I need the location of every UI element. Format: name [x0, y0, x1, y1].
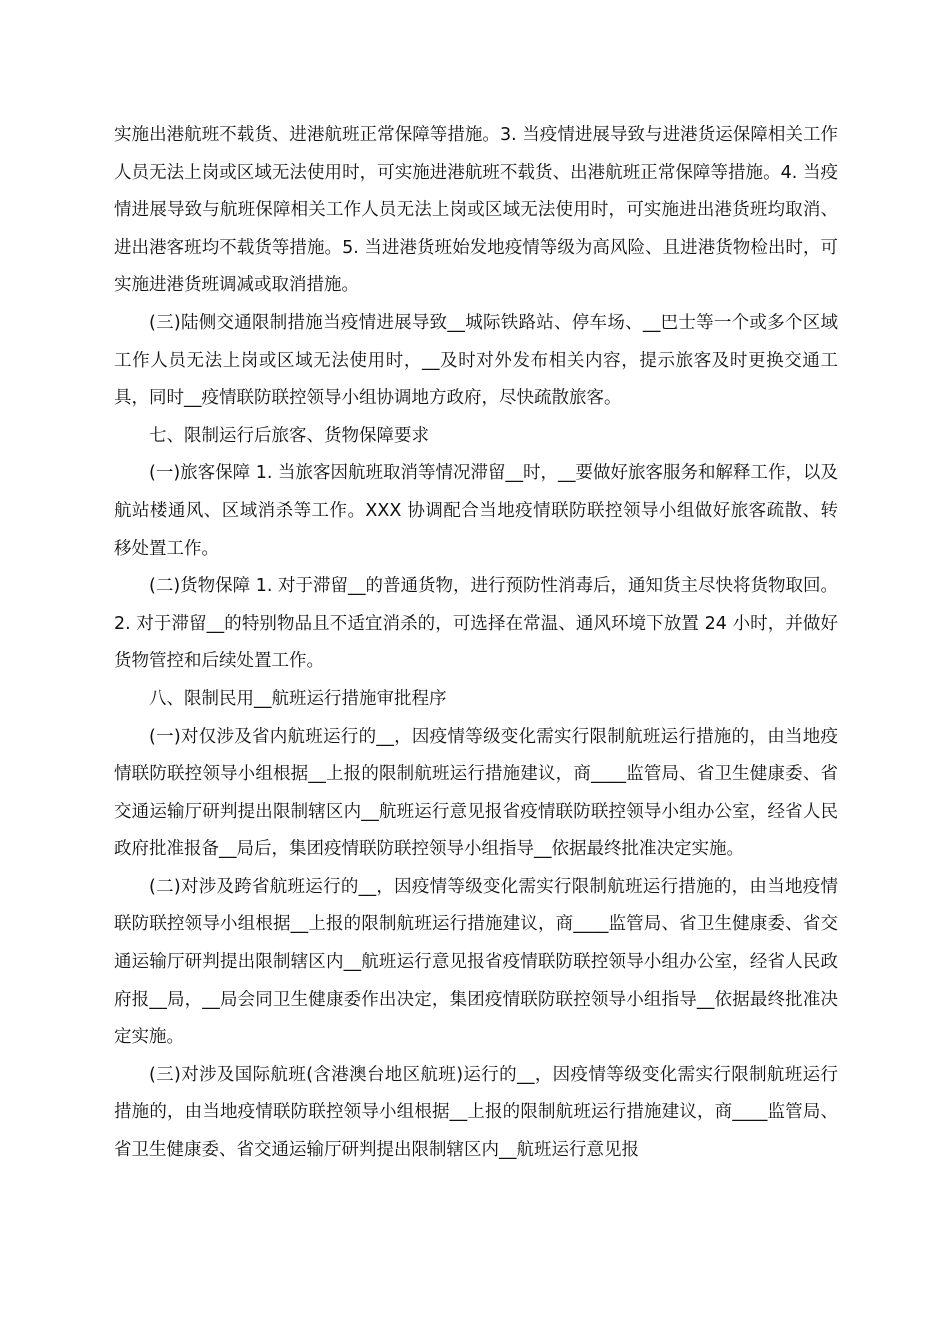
paragraph-international-flights: (三)对涉及国际航班(含港澳台地区航班)运行的__，因疫情等级变化需实行限制航班运行措施的，由当地疫情联防联控领导小组根据__上报的限制航班运行措施建议，商____监管局、省卫生健康委、省交通运输厅研判提出限制辖区内__航班运行意见报 — [114, 1064, 838, 1161]
document-page — [114, 117, 838, 1170]
section-heading-eight: 八、限制民用__航班运行措施审批程序 — [149, 688, 447, 709]
paragraph-cargo-guarantee: (二)货物保障 1. 对于滞留__的普通货物，进行预防性消毒后，通知货主尽快将货物取回。2. 对于滞留__的特别物品且不适宜消杀的，可选择在常温、通风环境下放置 24 小时，并做好货物管控和后续处置工作。 — [114, 576, 838, 672]
paragraph-passenger-guarantee: (一)旅客保障 1. 当旅客因航班取消等情况滞留__时，__要做好旅客服务和解释工作，以及航站楼通风、区域消杀等工作。XXX 协调配合当地疫情联防联控领导小组做好旅客疏散、转移处置工作。 — [114, 463, 838, 559]
paragraph-landside-traffic: (三)陆侧交通限制措施当疫情进展导致__城际铁路站、停车场、__巴士等一个或多个区域工作人员无法上岗或区域无法使用时，__及时对外发布相关内容，提示旅客及时更换交通工具，同时__疫情联防联控领导小组协调地方政府，尽快疏散旅客。 — [114, 312, 838, 409]
paragraph-provincial-flights: (一)对仅涉及省内航班运行的__，因疫情等级变化需实行限制航班运行措施的，由当地疫情联防联控领导小组根据__上报的限制航班运行措施建议，商____监管局、省卫生健康委、省交通运输厅研判提出限制辖区内__航班运行意见报省疫情联防联控领导小组办公室，经省人民政府批准报备__局后，集团疫情联防联控领导小组指导__依据最终批准决定实施。 — [114, 726, 838, 860]
paragraph-measures-continued: 实施出港航班不载货、进港航班正常保障等措施。3. 当疫情进展导致与进港货运保障相关工作人员无法上岗或区域无法使用时，可实施进港航班不载货、出港航班正常保障等措施。4. 当疫情进展导致与航班保障相关工作人员无法上岗或区域无法使用时，可实施进出港货班均取消、进出港客班均不载货等措施。5. 当进港货班始发地疫情等级为高风险、且进港货物检出时，可实施进港货班调减或取消措施。 — [114, 125, 838, 296]
paragraph-interprovincial-flights: (二)对涉及跨省航班运行的__，因疫情等级变化需实行限制航班运行措施的，由当地疫情联防联控领导小组根据__上报的限制航班运行措施建议，商____监管局、省卫生健康委、省交通运输厅研判提出限制辖区内__航班运行意见报省疫情联防联控领导小组办公室，经省人民政府报__局，__局会同卫生健康委作出决定，集团疫情联防联控领导小组指导__依据最终批准决定实施。 — [114, 876, 838, 1048]
section-heading-seven: 七、限制运行后旅客、货物保障要求 — [149, 425, 429, 446]
